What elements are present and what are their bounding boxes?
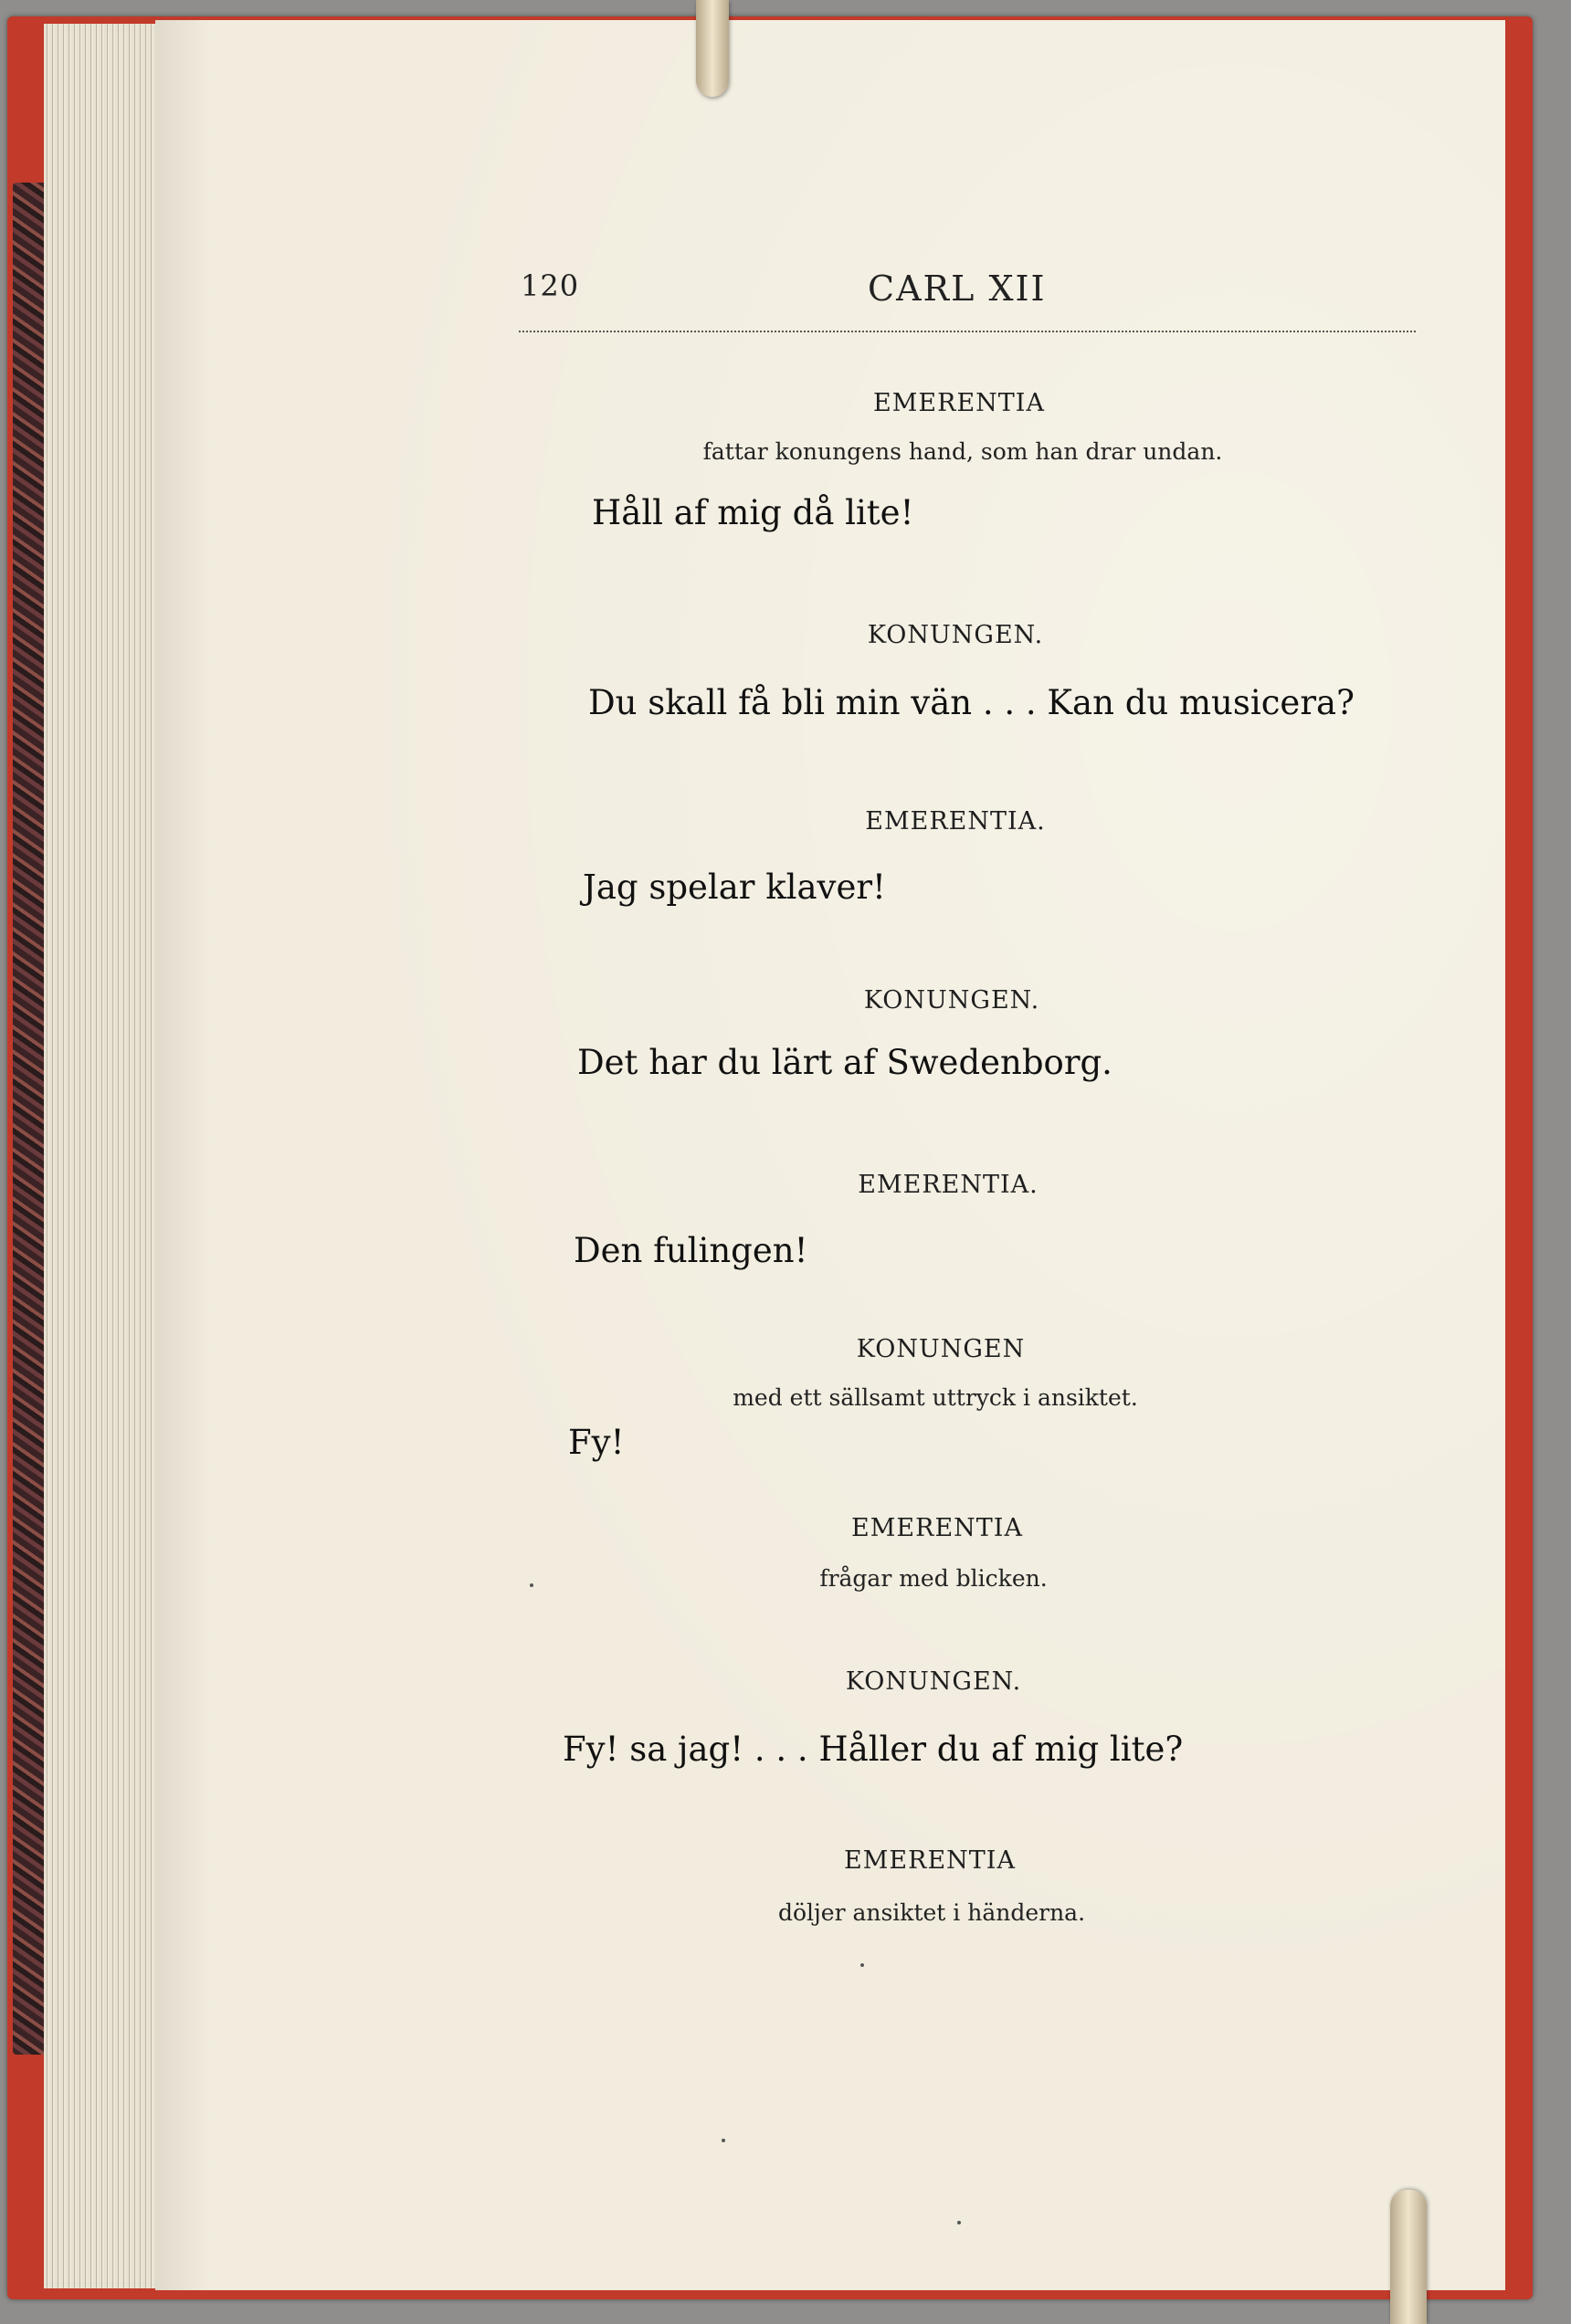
bookmark-ribbon-bottom <box>1390 2190 1427 2324</box>
book-page <box>155 20 1505 2290</box>
stage-direction: döljer ansiktet i händerna. <box>777 1899 1086 1926</box>
running-title: CARL XII <box>868 268 1047 309</box>
dialogue-line: Den fulingen! <box>574 1231 808 1270</box>
bookmark-ribbon-top <box>696 0 729 97</box>
speaker-label: KONUNGEN <box>856 1335 1026 1363</box>
dialogue-line: Fy! <box>568 1423 625 1462</box>
header-dotted-rule <box>519 331 1416 332</box>
stage-direction: med ett sällsamt uttryck i ansiktet. <box>733 1384 1138 1411</box>
speaker-label: EMERENTIA. <box>858 1171 1039 1199</box>
ink-speck <box>722 2139 725 2142</box>
speaker-label: EMERENTIA. <box>865 807 1046 836</box>
dialogue-line: Det har du lärt af Swedenborg. <box>577 1043 1112 1082</box>
speaker-label: EMERENTIA <box>851 1514 1023 1542</box>
speaker-label: EMERENTIA <box>844 1846 1016 1875</box>
speaker-label: KONUNGEN. <box>863 986 1040 1015</box>
dialogue-line: Fy! sa jag! . . . Håller du af mig lite? <box>563 1730 1184 1769</box>
ink-speck <box>860 1963 864 1967</box>
dialogue-line: Håll af mig då lite! <box>592 493 914 532</box>
stage-direction: fattar konungens hand, som han drar undan. <box>702 438 1223 465</box>
speaker-label: EMERENTIA <box>873 389 1045 417</box>
speaker-label: KONUNGEN. <box>867 621 1044 649</box>
speaker-label: KONUNGEN. <box>845 1667 1022 1696</box>
dialogue-line: Du skall få bli min vän . . . Kan du musicera? <box>588 683 1355 722</box>
ink-speck <box>957 2221 961 2224</box>
ink-speck <box>530 1583 533 1587</box>
page-edges <box>44 24 163 2288</box>
dialogue-line: Jag spelar klaver! <box>583 868 886 907</box>
page-number: 120 <box>521 268 580 303</box>
stage-direction: frågar med blicken. <box>819 1565 1048 1592</box>
